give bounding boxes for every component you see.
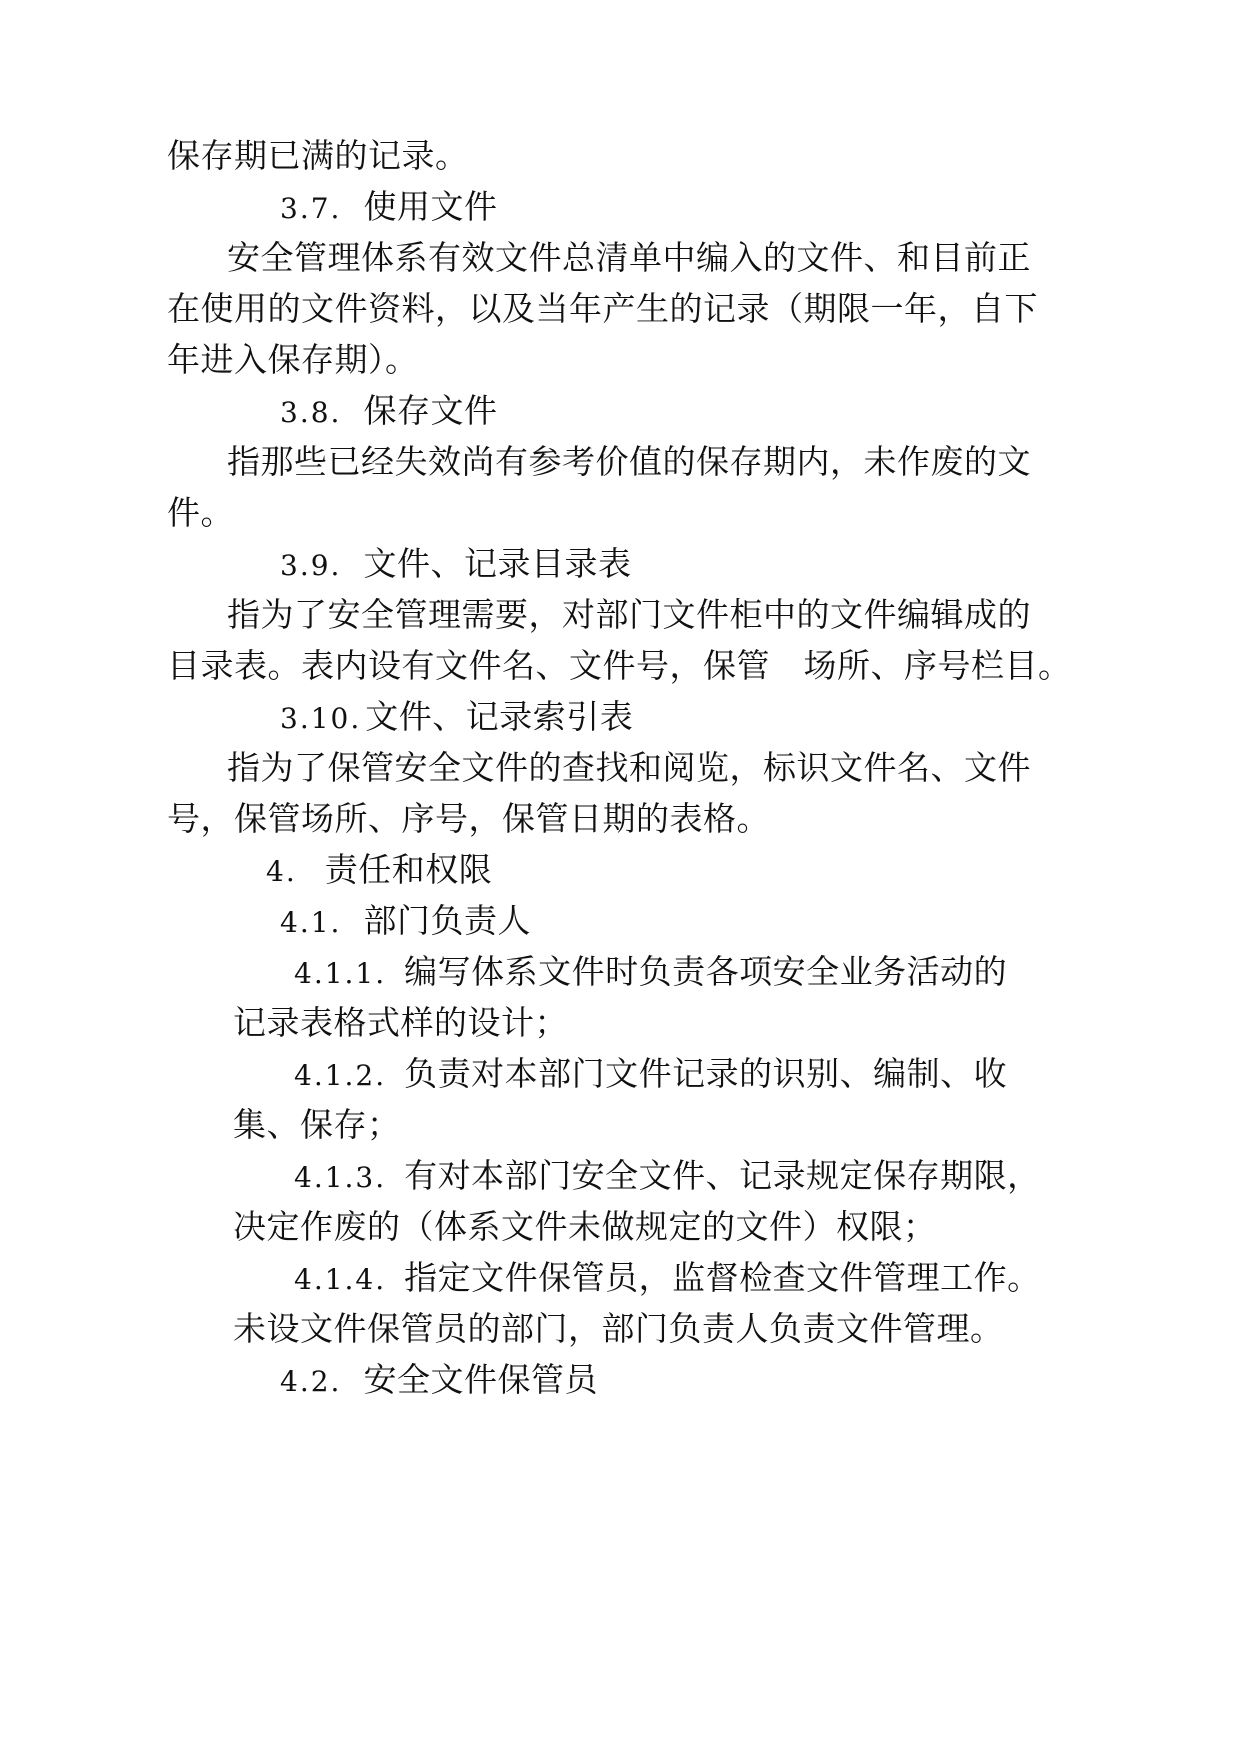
section-heading-3-8 [280,389,497,435]
line-text: 号，保管场所、序号，保管日期的表格。 [167,799,770,838]
paragraph-line [167,644,1072,688]
section-heading-4-1-2 [294,1052,1007,1098]
paragraph-line [167,491,234,535]
line-text: 指为了安全管理需要，对部门文件柜中的文件编辑成的 [227,595,1031,634]
paragraph-line [227,236,1031,280]
paragraph-line [167,797,770,841]
line-text: 年进入保存期）。 [167,340,419,379]
section-heading-3-7 [280,185,497,231]
paragraph-line [233,1103,401,1147]
section-title: 编写体系文件时负责各项安全业务活动的 [404,952,1008,991]
section-heading-3-9 [280,542,631,588]
paragraph-line [227,593,1031,637]
section-heading-4 [266,848,492,894]
section-number: 3.8. [280,396,342,429]
section-heading-4-1-3 [294,1154,1041,1200]
section-heading-4-2 [280,1358,598,1404]
line-text: 决定作废的（体系文件未做规定的文件）权限； [233,1207,937,1246]
line-text: 件。 [167,493,234,532]
paragraph-line [233,1307,1004,1351]
section-heading-4-1-1 [294,950,1007,996]
section-number: 4.1. [280,906,342,939]
section-title: 文件、记录索引表 [365,697,634,736]
section-title: 指定文件保管员，监督检查文件管理工作。 [404,1258,1041,1297]
paragraph-line [233,1205,937,1249]
line-text: 指那些已经失效尚有参考价值的保存期内，未作废的文 [227,442,1031,481]
section-title: 责任和权限 [324,850,493,889]
section-title: 安全文件保管员 [363,1360,598,1399]
section-title: 部门负责人 [363,901,531,940]
section-number: 4.1.1. [294,957,387,990]
section-title: 保存文件 [363,391,498,430]
line-text: 安全管理体系有效文件总清单中编入的文件、和目前正 [227,238,1031,277]
section-number: 4.1.2. [294,1059,387,1092]
section-number: 3.9. [280,549,342,582]
section-number: 4. [266,855,297,888]
section-title: 文件、记录目录表 [363,544,632,583]
paragraph-line [233,1001,568,1045]
section-title: 有对本部门安全文件、记录规定保存期限， [404,1156,1041,1195]
section-title: 使用文件 [363,187,498,226]
line-text: 记录表格式样的设计； [233,1003,568,1042]
paragraph-line [227,746,1031,790]
line-text: 目录表。表内设有文件名、文件号，保管 场所、序号栏目。 [167,646,1072,685]
line-text: 集、保存； [233,1105,401,1144]
line-text: 未设文件保管员的部门，部门负责人负责文件管理。 [233,1309,1004,1348]
section-number: 3.10. [280,702,362,735]
section-heading-4-1 [280,899,531,945]
section-number: 4.2. [280,1365,342,1398]
section-title: 负责对本部门文件记录的识别、编制、收 [404,1054,1008,1093]
line-text: 在使用的文件资料，以及当年产生的记录（期限一年，自下 [167,289,1038,328]
paragraph-line [167,338,419,382]
paragraph-line [167,287,1038,331]
section-heading-4-1-4 [294,1256,1041,1302]
section-number: 4.1.3. [294,1161,387,1194]
line-text: 保存期已满的记录。 [167,136,469,175]
line-text: 指为了保管安全文件的查找和阅览，标识文件名、文件 [227,748,1031,787]
section-number: 4.1.4. [294,1263,387,1296]
section-number: 3.7. [280,192,342,225]
section-heading-3-10 [280,695,633,741]
paragraph-line [227,440,1031,484]
paragraph-line [167,134,469,178]
